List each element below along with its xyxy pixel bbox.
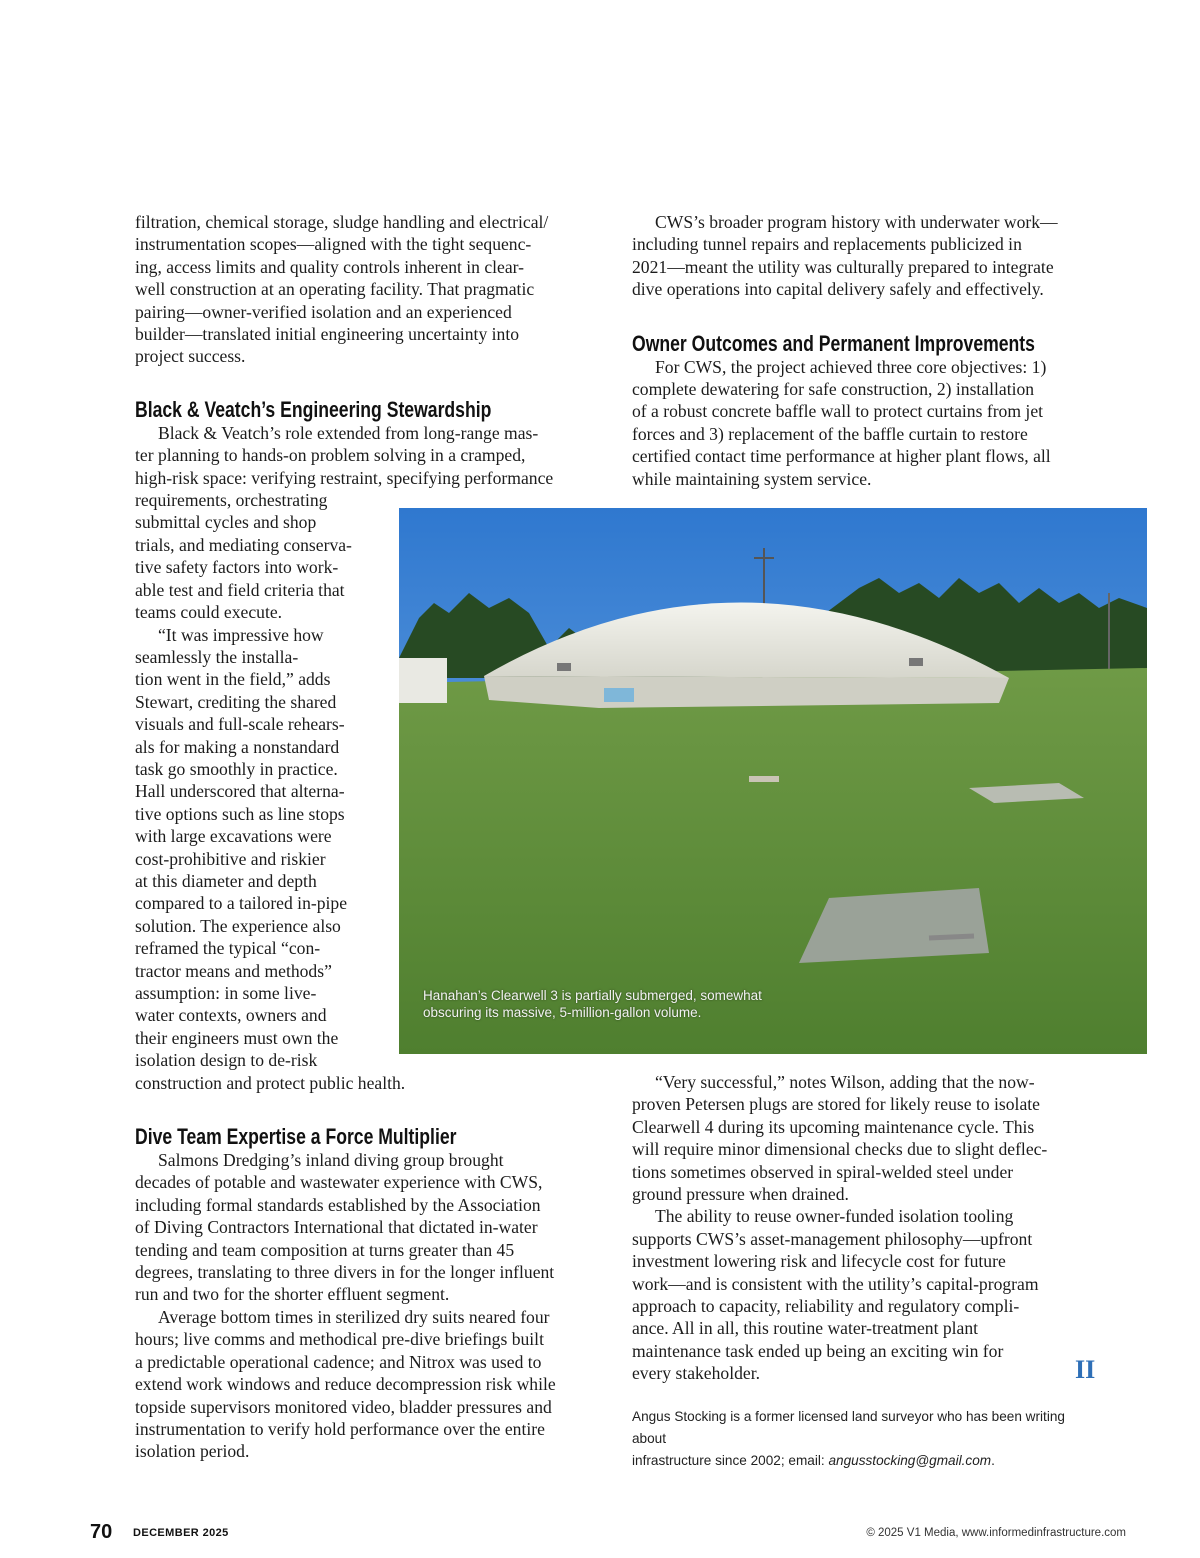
author-email-link[interactable]: angusstocking@gmail.com <box>828 1453 992 1468</box>
side-building <box>399 658 447 703</box>
text-line: every stakeholder. <box>632 1363 760 1384</box>
text-line: including formal standards established by the Association <box>135 1194 541 1215</box>
conclusion-paragraph-1 <box>632 1071 1107 1205</box>
text-line: cost-prohibitive and riskier <box>135 848 326 869</box>
text-line: compared to a tailored in-pipe <box>135 893 348 914</box>
owner-paragraph <box>632 356 1107 490</box>
text-line: ing, access limits and quality controls inherent in clear- <box>135 256 525 277</box>
text-line: Stewart, crediting the shared <box>135 691 337 712</box>
text-line: isolation period. <box>135 1441 250 1462</box>
text-line: Black & Veatch’s role extended from long-range mas- <box>158 422 539 443</box>
text-line: visuals and full-scale rehears- <box>135 714 345 735</box>
text-line: Average bottom times in sterilized dry suits neared four <box>158 1306 550 1327</box>
text-line: Clearwell 4 during its upcoming maintenance cycle. This <box>632 1116 1035 1137</box>
text-line: high-risk space: verifying restraint, specifying performance <box>135 467 554 488</box>
text-line: able test and field criteria that <box>135 579 345 600</box>
text-line: tractor means and methods” <box>135 960 332 981</box>
text-line: their engineers must own the <box>135 1027 339 1048</box>
text-line: For CWS, the project achieved three core objectives: 1) <box>655 356 1047 377</box>
clearwell-illustration <box>399 508 1147 1054</box>
heading-owner-outcomes: Owner Outcomes and Permanent Improvements <box>632 330 1035 356</box>
bio-line: Angus Stocking is a former licensed land surveyor who has been writing about <box>632 1409 1065 1446</box>
text-line: isolation design to de-risk <box>135 1050 318 1071</box>
text-line: run and two for the shorter effluent segment. <box>135 1284 450 1305</box>
right-column-top <box>632 211 1107 490</box>
text-line: proven Petersen plugs are stored for likely reuse to isolate <box>632 1094 1040 1115</box>
text-line: supports CWS’s asset-management philosophy—upfront <box>632 1228 1033 1249</box>
heading-black-veatch: Black & Veatch’s Engineering Stewardship <box>135 396 492 422</box>
caption-line: Hanahan’s Clearwell 3 is partially submerged, somewhat <box>423 988 762 1003</box>
text-line: requirements, orchestrating <box>135 490 328 511</box>
text-line: CWS’s broader program history with underwater work— <box>655 212 1058 232</box>
text-line: will require minor dimensional checks due to slight deflec- <box>632 1139 1048 1160</box>
text-line: als for making a nonstandard <box>135 736 340 757</box>
text-line: hours; live comms and methodical pre-dive briefings built <box>135 1329 544 1350</box>
text-line: tion went in the field,” adds <box>135 669 331 690</box>
author-bio <box>632 1406 1102 1472</box>
text-line: of Diving Contractors International that dictated in-water <box>135 1217 538 1238</box>
text-line: dive operations into capital delivery safely and effectively. <box>632 279 1044 300</box>
issue-date: DECEMBER 2025 <box>133 1527 229 1539</box>
text-line: ance. All in all, this routine water-treatment plant <box>632 1318 979 1339</box>
text-line: seamlessly the installa- <box>135 646 299 667</box>
text-line: tions sometimes observed in spiral-welded steel under <box>632 1161 1014 1182</box>
text-line: work—and is consistent with the utility’s capital-program <box>632 1273 1039 1294</box>
text-line: extend work windows and reduce decompression risk while <box>135 1374 556 1395</box>
end-of-article-mark: II <box>1075 1355 1096 1384</box>
text-line: Salmons Dredging’s inland diving group brought <box>158 1150 504 1171</box>
hatch-pipe <box>929 936 974 938</box>
text-line: including tunnel repairs and replacements publicized in <box>632 234 1022 255</box>
text-line: tive safety factors into work- <box>135 557 339 578</box>
intro-paragraph <box>135 211 613 368</box>
text-line: builder—translated initial engineering uncertainty into <box>135 324 520 345</box>
text-line: tending and team composition at turns greater than 45 <box>135 1239 515 1260</box>
text-line: complete dewatering for safe construction, 2) installation <box>632 379 1035 400</box>
dive-paragraph-1 <box>135 1149 613 1306</box>
copyright-notice: © 2025 V1 Media, www.informedinfrastructure.com <box>866 1527 1126 1539</box>
text-line: construction and protect public health. <box>135 1072 406 1093</box>
clearwell-photo <box>399 508 1147 1054</box>
text-line: water contexts, owners and <box>135 1005 327 1026</box>
text-line: “It was impressive how <box>158 624 324 645</box>
text-line: trials, and mediating conserva- <box>135 534 352 555</box>
text-line: solution. The experience also <box>135 915 341 936</box>
text-line: instrumentation scopes—aligned with the tight sequenc- <box>135 234 532 255</box>
bio-suffix: . <box>991 1453 995 1468</box>
clearwell-wall <box>484 676 1009 708</box>
page-number: 70 <box>90 1521 113 1543</box>
text-line: filtration, chemical storage, sludge handling and electrical/ <box>135 212 549 232</box>
text-line: maintenance task ended up being an exciting win for <box>632 1340 1004 1361</box>
text-line: project success. <box>135 346 246 367</box>
text-line: task go smoothly in practice. <box>135 758 338 779</box>
text-line: instrumentation to verify hold performance over the entire <box>135 1418 545 1439</box>
text-line: reframed the typical “con- <box>135 938 321 959</box>
text-line: ground pressure when drained. <box>632 1184 849 1205</box>
text-line: while maintaining system service. <box>632 468 872 489</box>
text-line: with large excavations were <box>135 826 332 847</box>
text-line: assumption: in some live- <box>135 983 317 1003</box>
text-line: submittal cycles and shop <box>135 512 317 533</box>
bio-prefix: infrastructure since 2002; email: <box>632 1453 829 1468</box>
conclusion-paragraph-2 <box>632 1205 1107 1384</box>
text-line: decades of potable and wastewater experience with CWS, <box>135 1172 543 1193</box>
text-line: a predictable operational cadence; and Nitrox was used to <box>135 1351 542 1372</box>
text-line: pairing—owner-verified isolation and an experienced <box>135 301 512 322</box>
text-line: degrees, translating to three divers in for the longer influent <box>135 1262 555 1283</box>
text-line: teams could execute. <box>135 602 283 623</box>
text-line: “Very successful,” notes Wilson, adding that the now- <box>655 1072 1035 1092</box>
text-line: ter planning to hands-on problem solving in a cramped, <box>135 445 526 466</box>
text-line: at this diameter and depth <box>135 870 317 891</box>
text-line: certified contact time performance at higher plant flows, all <box>632 446 1051 467</box>
text-line: forces and 3) replacement of the baffle curtain to restore <box>632 423 1028 444</box>
text-line: Hall underscored that alterna- <box>135 781 345 802</box>
blue-pipe <box>604 688 634 702</box>
text-line: topside supervisors monitored video, bladder pressures and <box>135 1396 552 1417</box>
text-line: tive options such as line stops <box>135 803 345 824</box>
dive-paragraph-2 <box>135 1306 613 1463</box>
caption-line: obscuring its massive, 5-million-gallon volume. <box>423 1005 702 1020</box>
heading-dive-team: Dive Team Expertise a Force Multiplier <box>135 1124 457 1150</box>
photo-caption <box>423 987 783 1021</box>
text-line: approach to capacity, reliability and regulatory compli- <box>632 1296 1020 1317</box>
text-line: investment lowering risk and lifecycle cost for future <box>632 1251 1006 1272</box>
history-paragraph <box>632 211 1107 301</box>
text-line: 2021—meant the utility was culturally prepared to integrate <box>632 256 1054 277</box>
right-column-bottom <box>632 1071 1107 1385</box>
text-line: of a robust concrete baffle wall to protect curtains from jet <box>632 401 1044 422</box>
text-line: well construction at an operating facility. That pragmatic <box>135 279 535 300</box>
text-line: The ability to reuse owner-funded isolation tooling <box>655 1206 1014 1227</box>
